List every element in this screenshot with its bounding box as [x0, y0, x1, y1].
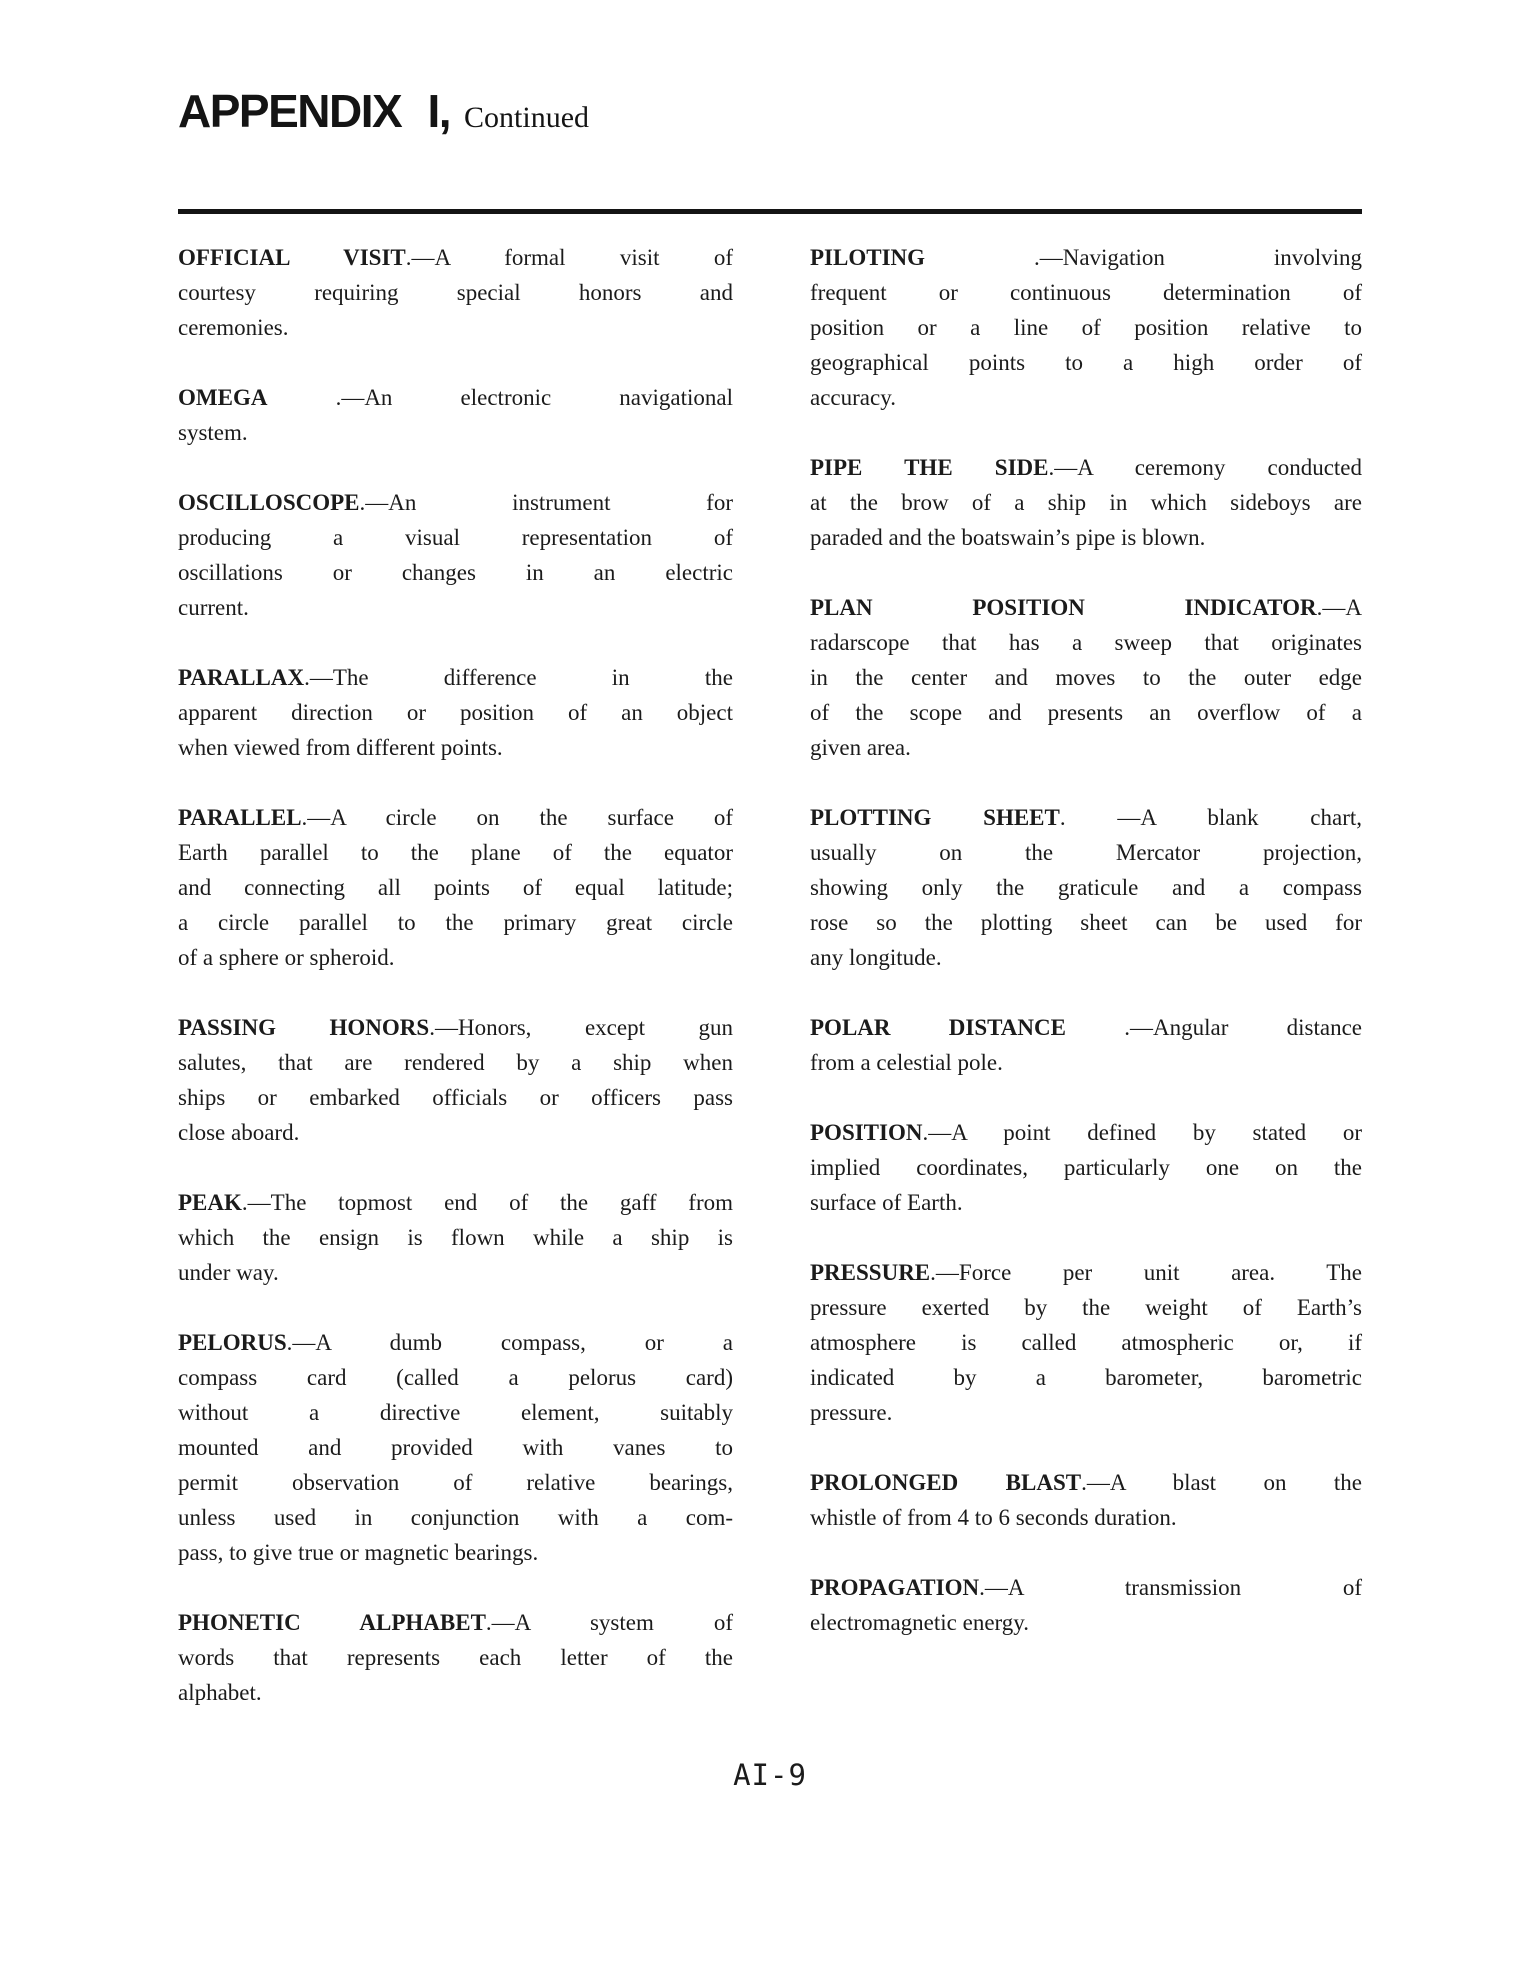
glossary-entry — [178, 1325, 733, 1570]
glossary-term: PROLONGED BLAST — [810, 1470, 1082, 1495]
glossary-line: PASSING HONORS.—Honors, except gun — [178, 1015, 733, 1040]
glossary-line: ships or embarked officials or officers pass — [178, 1085, 733, 1110]
glossary-line: mounted and provided with vanes to — [178, 1435, 733, 1460]
page-header — [178, 84, 589, 138]
glossary-entry — [178, 1185, 733, 1290]
glossary-line: OMEGA .—An electronic navigational — [178, 385, 733, 410]
glossary-entry — [178, 1010, 733, 1150]
glossary-line: pass, to give true or magnetic bearings. — [178, 1540, 539, 1565]
glossary-line: permit observation of relative bearings, — [178, 1470, 733, 1495]
glossary-line: Earth parallel to the plane of the equator — [178, 840, 733, 865]
glossary-line: indicated by a barometer, barometric — [810, 1365, 1362, 1390]
page-number: AI-9 — [733, 1758, 807, 1792]
glossary-line: PARALLAX.—The difference in the — [178, 665, 733, 690]
glossary-right-column — [810, 240, 1362, 1710]
glossary-line: PELORUS.—A dumb compass, or a — [178, 1330, 733, 1355]
glossary-term: OFFICIAL VISIT — [178, 245, 406, 270]
continued-label: Continued — [464, 101, 590, 134]
glossary-entry — [810, 1115, 1362, 1220]
glossary-line: PLOTTING SHEET. —A blank chart, — [810, 805, 1362, 830]
glossary-line: given area. — [810, 735, 911, 760]
glossary-term: PILOTING — [810, 245, 926, 270]
glossary-line: in the center and moves to the outer edge — [810, 665, 1362, 690]
glossary-left-column — [178, 240, 733, 1710]
glossary-line: any longitude. — [810, 945, 942, 970]
glossary-line: unless used in conjunction with a com- — [178, 1505, 733, 1530]
header-rule — [178, 209, 1362, 214]
glossary-line: PRESSURE.—Force per unit area. The — [810, 1260, 1362, 1285]
glossary-line: oscillations or changes in an electric — [178, 560, 733, 585]
glossary-entry — [178, 240, 733, 345]
glossary-line: close aboard. — [178, 1120, 300, 1145]
glossary-line: from a celestial pole. — [810, 1050, 1003, 1075]
glossary-term: PELORUS — [178, 1330, 287, 1355]
glossary-entry — [178, 1605, 733, 1710]
glossary-line: of the scope and presents an overflow of a — [810, 700, 1362, 725]
glossary-term: PASSING HONORS — [178, 1015, 430, 1040]
glossary-entry — [810, 1570, 1362, 1640]
glossary-line: compass card (called a pelorus card) — [178, 1365, 733, 1390]
glossary-term: PRESSURE — [810, 1260, 931, 1285]
glossary-line: salutes, that are rendered by a ship when — [178, 1050, 733, 1075]
glossary-line: a circle parallel to the primary great circle — [178, 910, 733, 935]
glossary-line: frequent or continuous determination of — [810, 280, 1362, 305]
glossary-line: pressure exerted by the weight of Earth’s — [810, 1295, 1362, 1320]
glossary-term: PIPE THE SIDE — [810, 455, 1049, 480]
glossary-line: of a sphere or spheroid. — [178, 945, 395, 970]
glossary-columns — [178, 240, 1362, 1710]
glossary-line: producing a visual representation of — [178, 525, 733, 550]
glossary-line: geographical points to a high order of — [810, 350, 1362, 375]
glossary-entry — [810, 450, 1362, 555]
glossary-term: OSCILLOSCOPE — [178, 490, 360, 515]
glossary-line: paraded and the boatswain’s pipe is blown. — [810, 525, 1206, 550]
glossary-line: words that represents each letter of the — [178, 1645, 733, 1670]
glossary-line: which the ensign is flown while a ship is — [178, 1225, 733, 1250]
glossary-term: PEAK — [178, 1190, 242, 1215]
glossary-term: PLAN POSITION INDICATOR — [810, 595, 1317, 620]
glossary-line: PROPAGATION.—A transmission of — [810, 1575, 1362, 1600]
glossary-line: ceremonies. — [178, 315, 289, 340]
glossary-line: apparent direction or position of an object — [178, 700, 733, 725]
glossary-line: atmosphere is called atmospheric or, if — [810, 1330, 1362, 1355]
glossary-line: PIPE THE SIDE.—A ceremony conducted — [810, 455, 1362, 480]
glossary-line: courtesy requiring special honors and — [178, 280, 733, 305]
glossary-term: PARALLAX — [178, 665, 305, 690]
glossary-term: PHONETIC ALPHABET — [178, 1610, 486, 1635]
glossary-line: PARALLEL.—A circle on the surface of — [178, 805, 733, 830]
glossary-line: showing only the graticule and a compass — [810, 875, 1362, 900]
glossary-term: POLAR DISTANCE — [810, 1015, 1066, 1040]
glossary-line: OFFICIAL VISIT.—A formal visit of — [178, 245, 733, 270]
glossary-line: PROLONGED BLAST.—A blast on the — [810, 1470, 1362, 1495]
glossary-term: OMEGA — [178, 385, 268, 410]
glossary-line: implied coordinates, particularly one on the — [810, 1155, 1362, 1180]
glossary-term: PARALLEL — [178, 805, 302, 830]
glossary-entry — [178, 800, 733, 975]
glossary-line: rose so the plotting sheet can be used for — [810, 910, 1362, 935]
glossary-line: when viewed from different points. — [178, 735, 503, 760]
glossary-entry — [810, 1010, 1362, 1080]
glossary-line: at the brow of a ship in which sideboys are — [810, 490, 1362, 515]
glossary-entry — [178, 660, 733, 765]
glossary-line: position or a line of position relative to — [810, 315, 1362, 340]
glossary-entry — [178, 485, 733, 625]
glossary-entry — [810, 1465, 1362, 1535]
glossary-line: system. — [178, 420, 248, 445]
appendix-title: APPENDIX I, — [178, 85, 451, 137]
glossary-line: POLAR DISTANCE .—Angular distance — [810, 1015, 1363, 1040]
glossary-entry — [810, 800, 1362, 975]
glossary-line: OSCILLOSCOPE.—An instrument for — [178, 490, 733, 515]
glossary-line: PHONETIC ALPHABET.—A system of — [178, 1610, 734, 1635]
glossary-line: PILOTING .—Navigation involving — [810, 245, 1362, 270]
glossary-entry — [178, 380, 733, 450]
glossary-line: usually on the Mercator projection, — [810, 840, 1362, 865]
glossary-line: alphabet. — [178, 1680, 262, 1705]
glossary-line: PEAK.—The topmost end of the gaff from — [178, 1190, 733, 1215]
glossary-line: whistle of from 4 to 6 seconds duration. — [810, 1505, 1177, 1530]
glossary-line: surface of Earth. — [810, 1190, 963, 1215]
glossary-line: accuracy. — [810, 385, 896, 410]
glossary-line: without a directive element, suitably — [178, 1400, 733, 1425]
glossary-entry — [810, 1255, 1362, 1430]
glossary-line: electromagnetic energy. — [810, 1610, 1030, 1635]
glossary-entry — [810, 590, 1362, 765]
glossary-line: current. — [178, 595, 249, 620]
glossary-line: pressure. — [810, 1400, 893, 1425]
glossary-line: PLAN POSITION INDICATOR.—A — [810, 595, 1362, 620]
glossary-term: PLOTTING SHEET — [810, 805, 1060, 830]
glossary-line: under way. — [178, 1260, 279, 1285]
glossary-line: POSITION.—A point defined by stated or — [810, 1120, 1362, 1145]
glossary-line: and connecting all points of equal latitude; — [178, 875, 733, 900]
glossary-term: PROPAGATION — [810, 1575, 980, 1600]
glossary-line: radarscope that has a sweep that originates — [810, 630, 1362, 655]
glossary-term: POSITION — [810, 1120, 923, 1145]
glossary-entry — [810, 240, 1362, 415]
